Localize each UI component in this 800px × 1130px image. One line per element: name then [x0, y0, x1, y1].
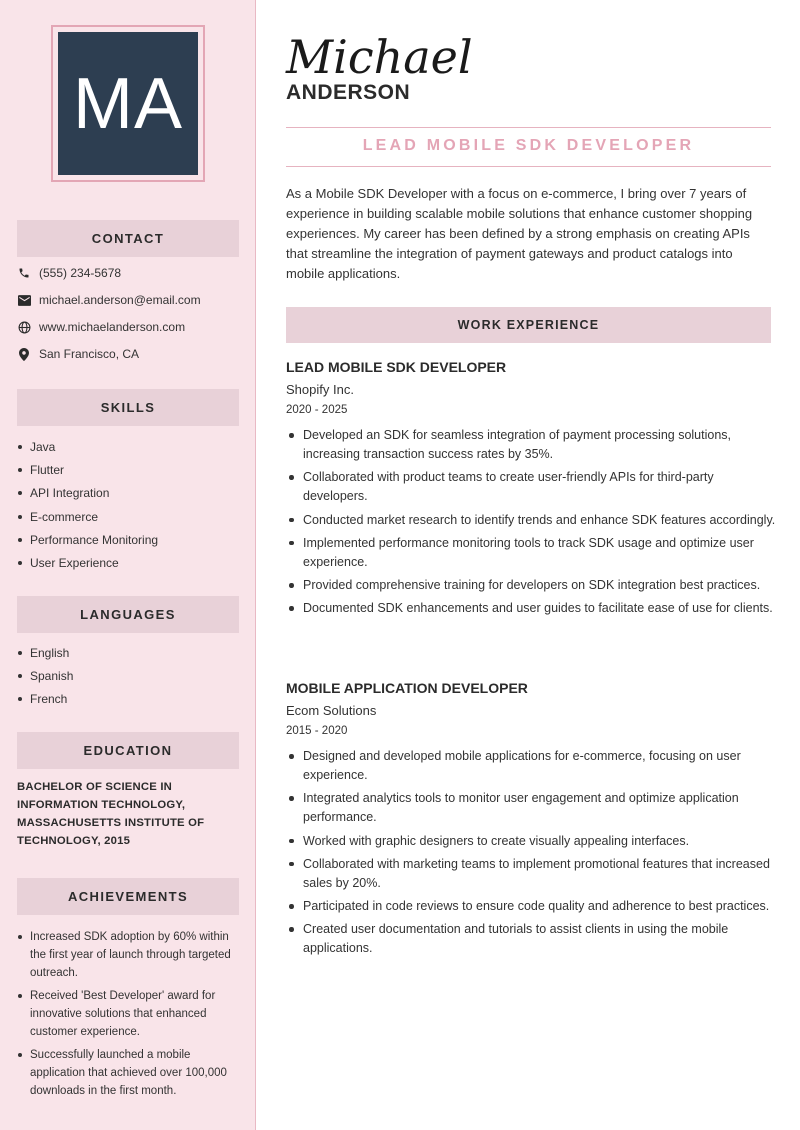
job-bullet: Created user documentation and tutorials to assist clients in using the mobile applications. — [286, 920, 776, 958]
job-bullet: Participated in code reviews to ensure code quality and adherence to best practices. — [286, 897, 776, 916]
skills-list — [18, 440, 158, 579]
phone-icon — [17, 266, 31, 280]
job-dates: 2020 - 2025 — [286, 404, 348, 416]
first-name: Michael — [286, 30, 473, 84]
job-bullets — [286, 747, 776, 958]
contact-website — [17, 318, 185, 336]
job-bullet: Worked with graphic designers to create visually appealing interfaces. — [286, 832, 776, 851]
contact-location — [17, 345, 139, 363]
job-bullet: Designed and developed mobile applications for e-commerce, focusing on user experience. — [286, 747, 776, 785]
skill-item: API Integration — [18, 486, 158, 500]
job-entry — [286, 357, 776, 623]
map-pin-icon — [17, 347, 31, 361]
monogram: MA — [58, 32, 198, 175]
contact-phone — [17, 264, 121, 282]
globe-icon — [17, 320, 31, 334]
mail-icon — [17, 293, 31, 307]
job-role: MOBILE APPLICATION DEVELOPER — [286, 680, 528, 696]
contact-email — [17, 291, 201, 309]
language-item: French — [18, 692, 73, 706]
job-bullet: Developed an SDK for seamless integration of payment processing solutions, increasing transaction success rates by 35%. — [286, 426, 776, 464]
job-company: Ecom Solutions — [286, 703, 377, 718]
education-heading: EDUCATION — [17, 732, 239, 769]
languages-list — [18, 646, 73, 716]
job-bullet: Collaborated with product teams to create user-friendly APIs for third-party developers. — [286, 468, 776, 506]
job-bullet: Documented SDK enhancements and user guides to facilitate ease of use for clients. — [286, 599, 776, 618]
skills-heading: SKILLS — [17, 389, 239, 426]
work-experience-heading: WORK EXPERIENCE — [286, 307, 771, 343]
job-company: Shopify Inc. — [286, 382, 354, 397]
job-dates: 2015 - 2020 — [286, 725, 348, 737]
skill-item: Flutter — [18, 463, 158, 477]
summary: As a Mobile SDK Developer with a focus on e-commerce, I bring over 7 years of experience in building scalable mobile solutions that enhance customer shopping experiences. My career has been defined by a strong emphasis on creating APIs that streamline the integration of payment gateways and product catalogs into mobile applications. — [286, 186, 753, 281]
contact-heading: CONTACT — [17, 220, 239, 257]
language-item: Spanish — [18, 669, 73, 683]
achievement-item: Received 'Best Developer' award for innovative solutions that enhanced customer experience. — [18, 987, 243, 1041]
sidebar — [0, 0, 256, 1130]
achievement-item: Successfully launched a mobile application that achieved over 100,000 downloads in the first month. — [18, 1046, 243, 1100]
title-rule-top — [286, 127, 771, 128]
skill-item: Java — [18, 440, 158, 454]
monogram-frame — [51, 25, 205, 182]
job-bullet: Conducted market research to identify trends and enhance SDK features accordingly. — [286, 511, 776, 530]
title-rule-bottom — [286, 166, 771, 167]
languages-heading: LANGUAGES — [17, 596, 239, 633]
job-bullet: Implemented performance monitoring tools to track SDK usage and optimize user experience. — [286, 534, 776, 572]
achievement-item: Increased SDK adoption by 60% within the first year of launch through targeted outreach. — [18, 928, 243, 982]
contact-location-text: San Francisco, CA — [39, 347, 140, 361]
skill-item: E-commerce — [18, 510, 158, 524]
education-text: BACHELOR OF SCIENCE IN INFORMATION TECHNOLOGY, MASSACHUSETTS INSTITUTE OF TECHNOLOGY, 2015 — [17, 781, 205, 847]
achievements-heading: ACHIEVEMENTS — [17, 878, 239, 915]
last-name: ANDERSON — [286, 81, 411, 104]
achievements-list — [18, 928, 243, 1105]
job-title: LEAD MOBILE SDK DEVELOPER — [362, 137, 695, 154]
job-bullets — [286, 426, 776, 618]
skill-item: User Experience — [18, 556, 158, 570]
job-role: LEAD MOBILE SDK DEVELOPER — [286, 359, 507, 375]
contact-phone-text: (555) 234-5678 — [39, 266, 122, 280]
contact-website-text: www.michaelanderson.com — [39, 320, 186, 334]
contact-email-text: michael.anderson@email.com — [39, 293, 201, 307]
skill-item: Performance Monitoring — [18, 533, 158, 547]
job-entry — [286, 678, 776, 963]
job-bullet: Integrated analytics tools to monitor user engagement and optimize application performance. — [286, 789, 776, 827]
job-bullet: Provided comprehensive training for developers on SDK integration best practices. — [286, 576, 776, 595]
job-bullet: Collaborated with marketing teams to implement promotional features that increased sales by 20%. — [286, 855, 776, 893]
language-item: English — [18, 646, 73, 660]
